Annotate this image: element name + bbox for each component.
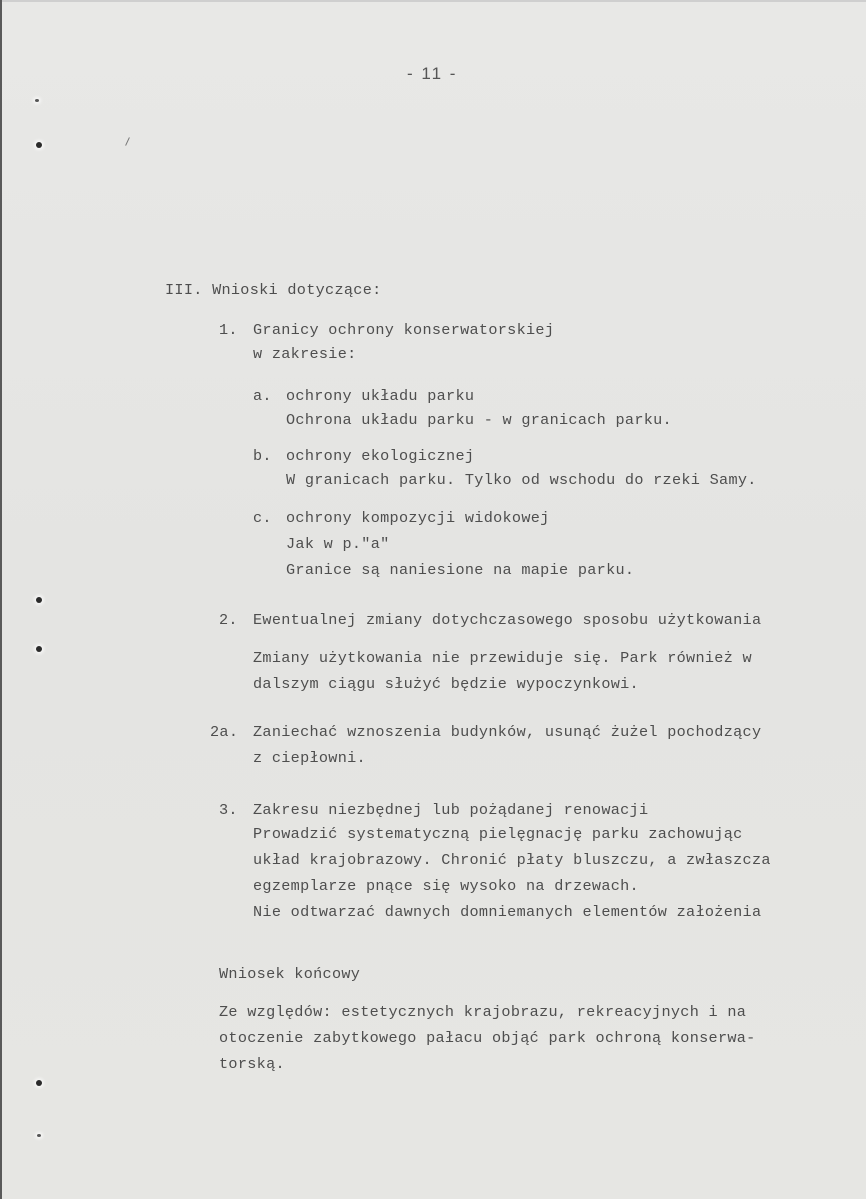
item-number: 1. xyxy=(219,321,238,339)
binder-hole-icon xyxy=(35,99,39,102)
item-title: Ewentualnej zmiany dotychczasowego sposobu użytkowania xyxy=(253,611,762,629)
pen-mark-icon xyxy=(125,137,130,146)
subitem-letter: b. xyxy=(253,447,272,465)
subitem-title: ochrony kompozycji widokowej xyxy=(286,509,550,527)
subitem-body: Ochrona układu parku - w granicach parku. xyxy=(286,411,672,429)
subitem-title: ochrony układu parku xyxy=(286,387,475,405)
item-title: Granicy ochrony konserwatorskiej xyxy=(253,321,555,339)
subitem-body: Granice są naniesione na mapie parku. xyxy=(286,561,635,579)
scan-edge-top xyxy=(2,0,866,2)
document-page xyxy=(2,0,866,1199)
subitem-body: W granicach parku. Tylko od wschodu do rzeki Samy. xyxy=(286,471,757,489)
item-body: Nie odtwarzać dawnych domniemanych elementów założenia xyxy=(253,903,762,921)
item-title: w zakresie: xyxy=(253,345,357,363)
item-number: 2. xyxy=(219,611,238,629)
item-body: układ krajobrazowy. Chronić płaty bluszczu, a zwłaszcza xyxy=(253,851,771,869)
item-title: Zakresu niezbędnej lub pożądanej renowacji xyxy=(253,801,649,819)
item-body: Prowadzić systematyczną pielęgnację parku zachowując xyxy=(253,825,743,843)
item-number: 3. xyxy=(219,801,238,819)
page-number: - 11 - xyxy=(407,64,458,83)
subitem-letter: a. xyxy=(253,387,272,405)
subitem-title: ochrony ekologicznej xyxy=(286,447,475,465)
section-heading: III. Wnioski dotyczące: xyxy=(165,281,382,299)
item-number: 2a. xyxy=(210,723,239,741)
conclusion-body: Ze względów: estetycznych krajobrazu, rekreacyjnych i na xyxy=(219,1003,747,1021)
item-body: dalszym ciągu służyć będzie wypoczynkowi. xyxy=(253,675,639,693)
conclusion-heading: Wniosek końcowy xyxy=(219,965,361,983)
binder-hole-icon xyxy=(36,646,42,652)
item-body: Zmiany użytkowania nie przewiduje się. Park również w xyxy=(253,649,752,667)
subitem-body: Jak w p."a" xyxy=(286,535,390,553)
conclusion-body: otoczenie zabytkowego pałacu objąć park ochroną konserwa- xyxy=(219,1029,756,1047)
binder-hole-icon xyxy=(36,597,42,603)
binder-hole-icon xyxy=(36,1080,42,1086)
item-title: z ciepłowni. xyxy=(253,749,366,767)
subitem-letter: c. xyxy=(253,509,272,527)
binder-hole-icon xyxy=(36,142,42,148)
item-title: Zaniechać wznoszenia budynków, usunąć żużel pochodzący xyxy=(253,723,762,741)
binder-hole-icon xyxy=(37,1134,41,1137)
conclusion-body: torską. xyxy=(219,1055,285,1073)
item-body: egzemplarze pnące się wysoko na drzewach. xyxy=(253,877,639,895)
scan-edge-left xyxy=(0,0,2,1199)
